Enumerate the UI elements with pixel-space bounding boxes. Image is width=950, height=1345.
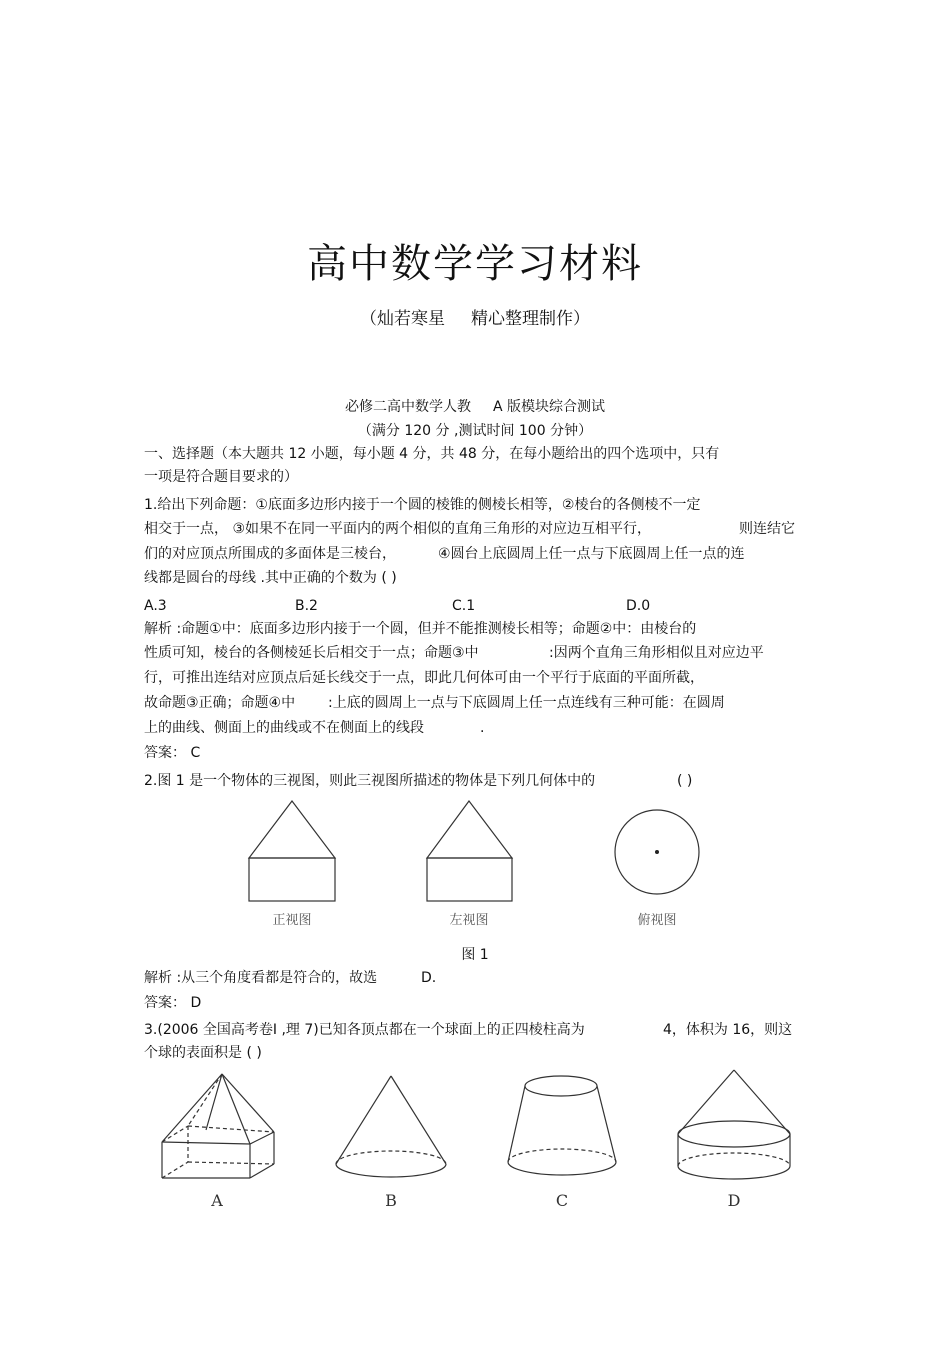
q1-analysis-line5b: . <box>480 720 485 736</box>
top-view-drawing <box>615 810 699 894</box>
figure-1-caption: 图 1 <box>461 947 489 963</box>
q3-line1a: 3.(2006 全国高考卷Ⅰ ,理 7)已知各顶点都在一个球面上的正四棱柱高为 <box>144 1022 585 1038</box>
page-subtitle <box>0 304 950 329</box>
q3-line1b: 4，体积为 16，则这 <box>663 1022 793 1038</box>
q1-line3b: ④圆台上底圆周上任一点与下底圆周上任一点的连 <box>438 546 745 562</box>
solid-d-label: D <box>727 1191 741 1210</box>
q1-answer: 答案： C <box>144 745 201 761</box>
q3-line2: 个球的表面积是 ( ) <box>144 1045 262 1061</box>
figure-three-views <box>240 796 700 936</box>
q1-analysis-line5a: 上的曲线、侧面上的曲线或不在侧面上的线段 <box>144 720 424 736</box>
q1-line4: 线都是圆台的母线 .其中正确的个数为 ( ) <box>144 570 397 586</box>
q1-option-d: D.0 <box>626 598 651 614</box>
q2-analysis-a: 解析 :从三个角度看都是符合的，故选 <box>144 970 378 986</box>
solid-b-cone <box>336 1076 446 1177</box>
q1-option-b: B.2 <box>295 598 318 614</box>
test-title-a: 必修二高中数学人教 <box>344 399 471 415</box>
q1-line2a: 相交于一点， ③如果不在同一平面内的两个相似的直角三角形的对应边互相平行， <box>144 521 651 537</box>
subtitle-part-b: 精心整理制作） <box>471 309 590 329</box>
figure-solids <box>150 1064 810 1214</box>
test-title <box>0 396 950 416</box>
q1-option-c: C.1 <box>452 598 476 614</box>
section-heading-line1: 一、选择题（本大题共 12 小题，每小题 4 分，共 48 分，在每小题给出的四个选项中，只有 <box>144 446 720 462</box>
solid-a-pyramid-prism <box>162 1074 274 1178</box>
test-title-b: A 版模块综合测试 <box>492 399 606 415</box>
test-info: （满分 120 分 ,测试时间 100 分钟） <box>357 423 593 439</box>
solid-c-frustum <box>508 1076 616 1175</box>
solid-a-label: A <box>211 1191 223 1210</box>
section-heading-line2: 一项是符合题目要求的） <box>144 469 298 485</box>
left-view-label: 左视图 <box>449 913 489 928</box>
q1-line3a: 们的对应顶点所围成的多面体是三棱台， <box>144 546 396 562</box>
q1-analysis-line2b: :因两个直角三角形相似且对应边平 <box>549 645 764 661</box>
solid-b-label: B <box>385 1191 397 1210</box>
subtitle-part-a: （灿若寒星 <box>360 309 445 329</box>
page-title: 高中数学学习材料 <box>307 241 643 287</box>
q1-analysis-line1: 解析 :命题①中：底面多边形内接于一个圆，但并不能推测棱长相等；命题②中：由棱台的 <box>144 621 697 637</box>
left-view-drawing <box>427 801 512 901</box>
q1-analysis-line4b: :上底的圆周上一点与下底圆周上任一点连线有三种可能：在圆周 <box>328 695 725 711</box>
solid-d-cone-cylinder <box>678 1070 790 1179</box>
q1-line2b: 则连结它 <box>739 521 795 537</box>
q1-line1: 1.给出下列命题：①底面多边形内接于一个圆的棱锥的侧棱长相等，②棱台的各侧棱不一定 <box>144 497 701 513</box>
front-view-label: 正视图 <box>272 913 312 928</box>
q2-answer: 答案： D <box>144 995 202 1011</box>
solid-c-label: C <box>555 1191 569 1210</box>
q1-option-a: A.3 <box>144 598 167 614</box>
q2-line1: 2.图 1 是一个物体的三视图，则此三视图所描述的物体是下列几何体中的 <box>144 773 596 789</box>
q2-analysis-b: D. <box>421 970 437 986</box>
q2-paren: ( ) <box>677 773 693 789</box>
top-view-label: 俯视图 <box>637 913 677 928</box>
q1-analysis-line4a: 故命题③正确；命题④中 <box>144 695 296 711</box>
front-view-drawing <box>249 801 335 901</box>
q1-analysis-line3: 行，可推出连结对应顶点后延长线交于一点，即此几何体可由一个平行于底面的平面所截， <box>144 670 704 686</box>
q1-analysis-line2a: 性质可知，棱台的各侧棱延长后相交于一点；命题③中 <box>144 645 479 661</box>
